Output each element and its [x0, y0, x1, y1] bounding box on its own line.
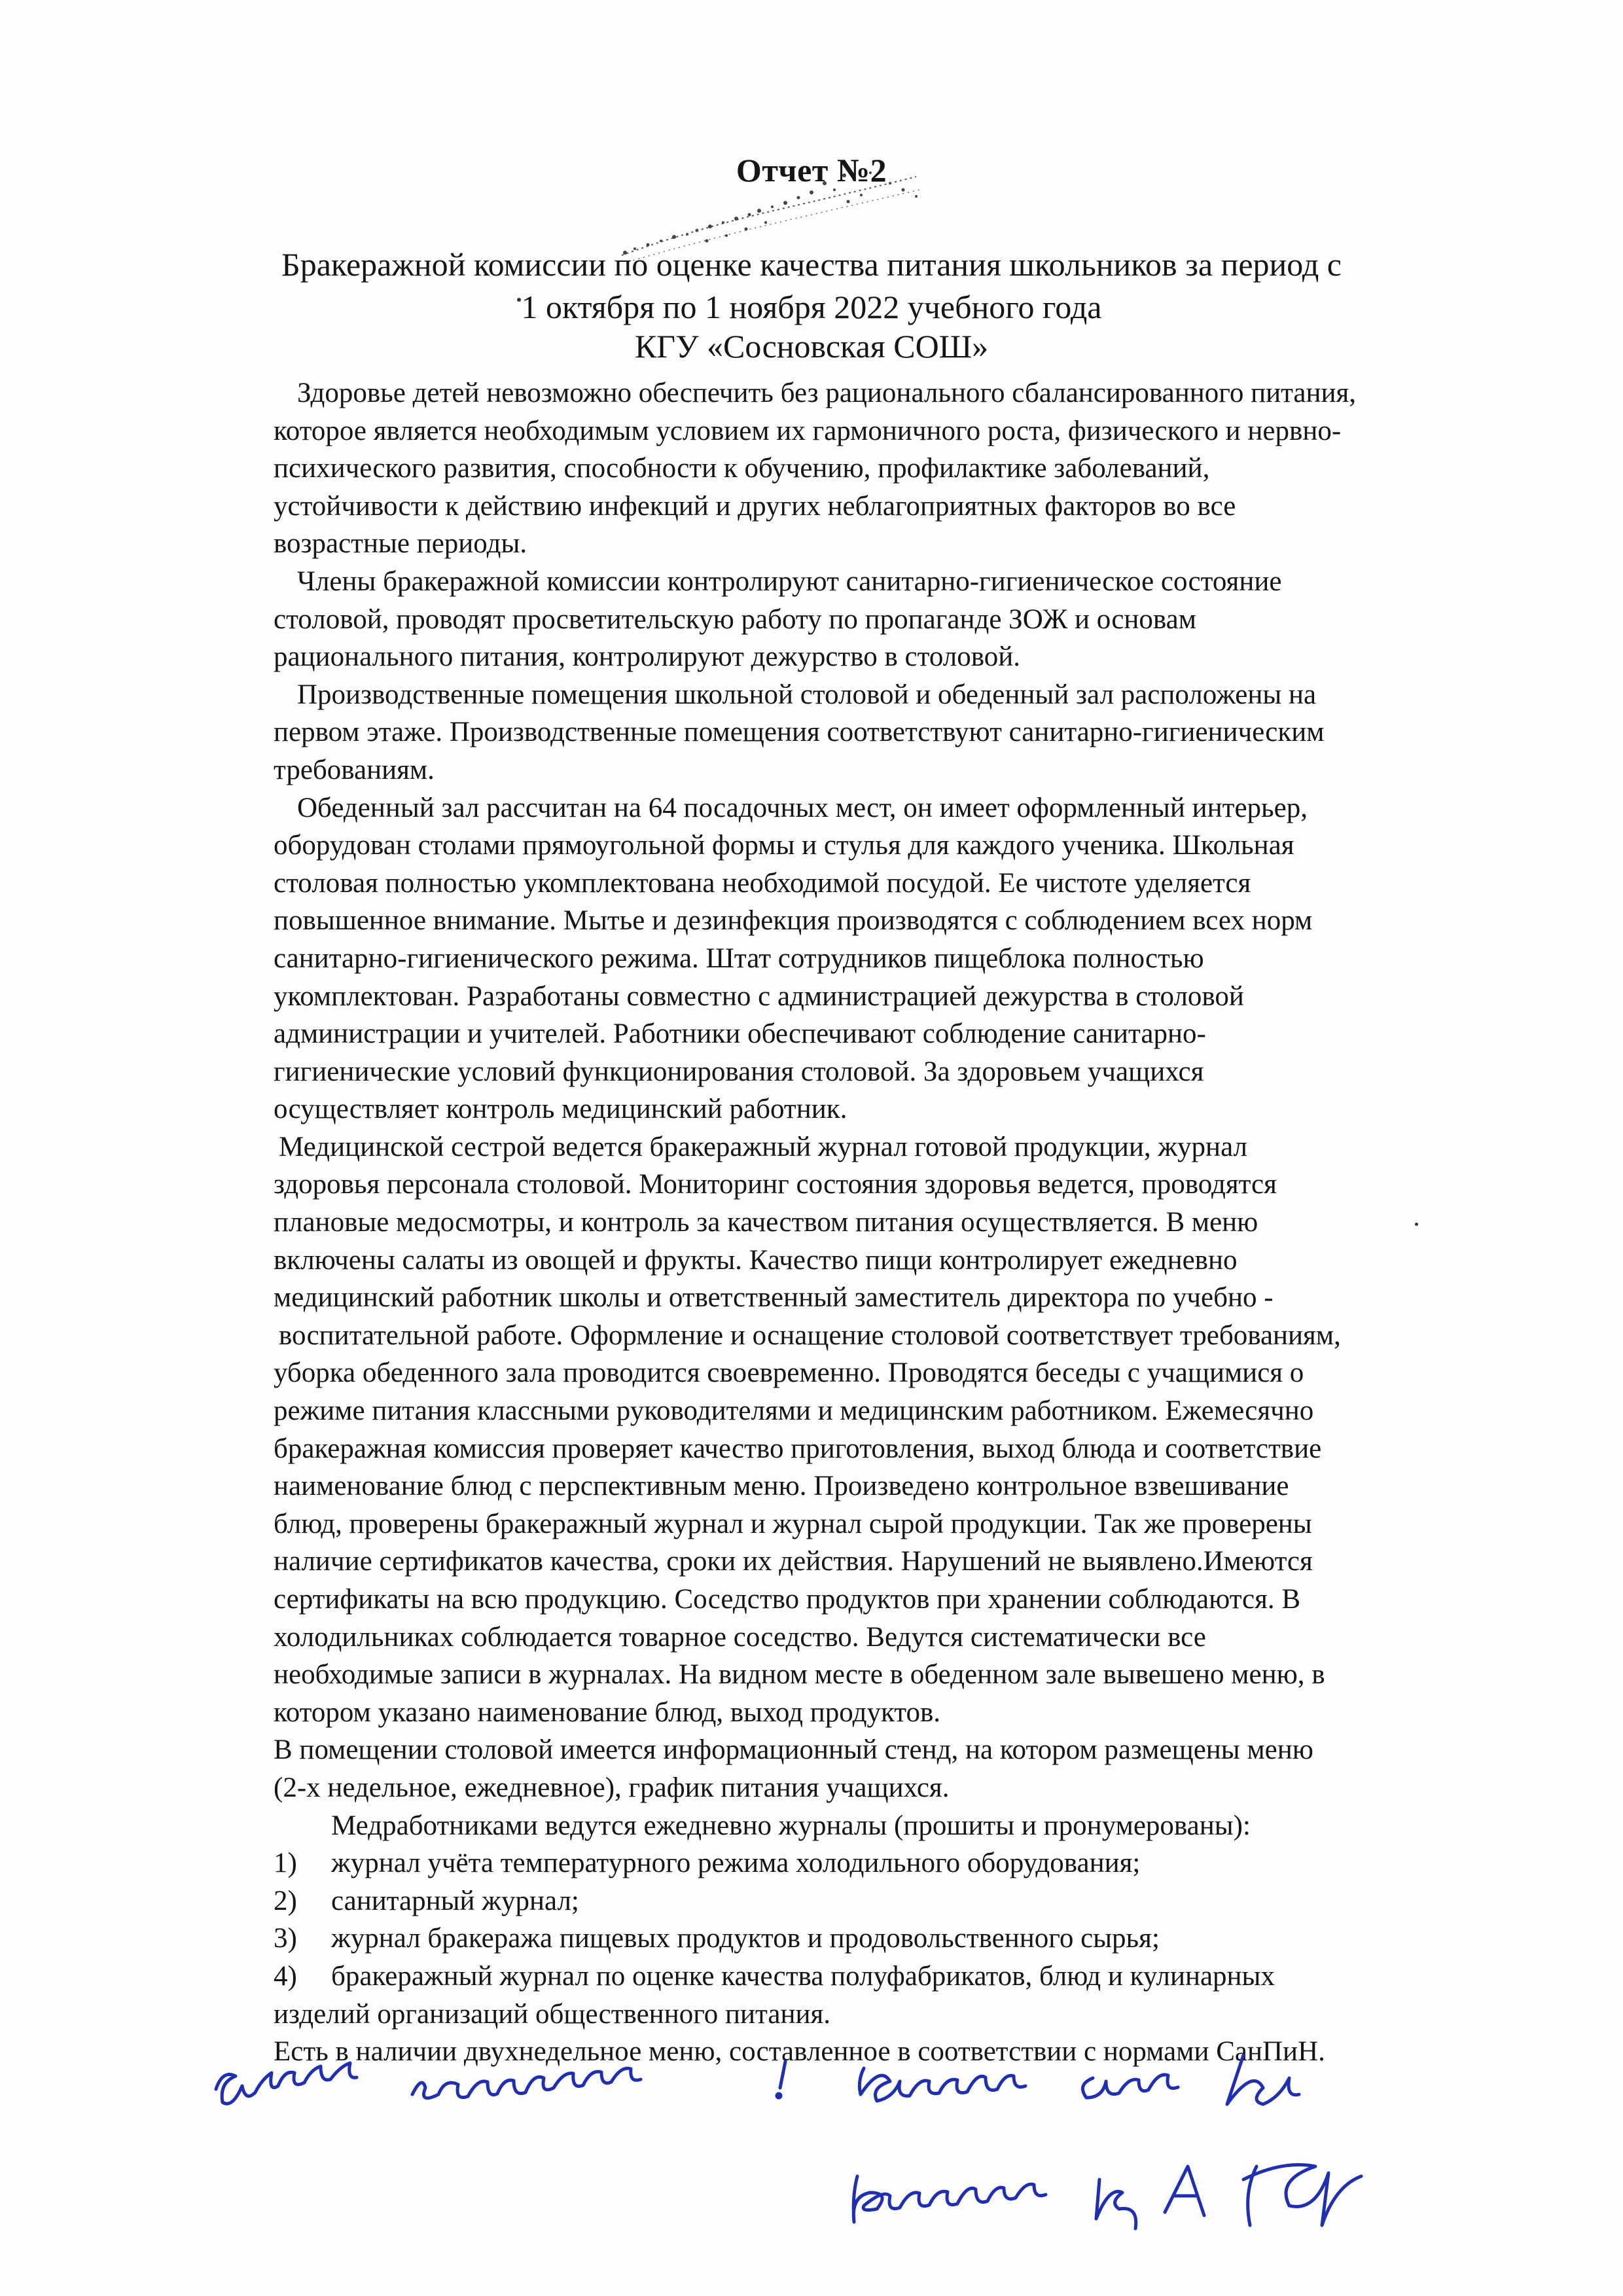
- signature-1: [859, 2055, 1299, 2104]
- text-line: уборка обеденного зала проводится своевременно. Проводятся беседы с учащимися о: [274, 1357, 1304, 1389]
- text-line: осуществляет контроль медицинский работник.: [274, 1094, 847, 1125]
- text-line: рационального питания, контролируют дежурство в столовой.: [274, 641, 1021, 673]
- text-line: плановые медосмотры, и контроль за качеством питания осуществляется. В меню: [274, 1207, 1258, 1238]
- text-line: Производственные помещения школьной столовой и обеденный зал расположены на: [297, 679, 1317, 710]
- text-line: В помещении столовой имеется информационный стенд, на котором размещены меню: [274, 1734, 1313, 1766]
- text-line: Медработниками ведутся ежедневно журналы (прошиты и пронумерованы):: [331, 1810, 1251, 1841]
- list-text: санитарный журнал;: [331, 1885, 579, 1916]
- signature-2: [853, 2165, 1361, 2229]
- paragraph: [274, 676, 1556, 789]
- heading-line: КГУ «Сосновская СОШ»: [634, 328, 989, 365]
- text-line: психического развития, способности к обучению, профилактике заболеваний,: [274, 453, 1210, 484]
- heading-line: 1 октября по 1 ноября 2022 учебного года: [521, 289, 1102, 325]
- list-text: журнал учёта температурного режима холодильного оборудования;: [331, 1848, 1141, 1879]
- text-line: укомплектован. Разработаны совместно с администрацией дежурства в столовой: [274, 980, 1244, 1012]
- list-number: 3): [274, 1923, 297, 1954]
- text-line: которое является необходимым условием их гармоничного роста, физического и нервно-: [274, 415, 1342, 446]
- paragraph: [274, 1807, 1556, 1845]
- paragraph: [274, 374, 1556, 563]
- text-line: администрации и учителей. Работники обеспечивают соблюдение санитарно-: [274, 1018, 1206, 1050]
- list-number: 2): [274, 1885, 297, 1916]
- list-text: журнал бракеража пищевых продуктов и продовольственного сырья;: [331, 1923, 1160, 1954]
- text-line: режиме питания классными руководителями и медицинским работником. Ежемесячно: [274, 1395, 1314, 1427]
- list-number: 1): [274, 1848, 297, 1879]
- paragraph: [274, 1731, 1556, 1806]
- text-line: сертификаты на всю продукцию. Соседство продуктов при хранении соблюдаются. В: [274, 1584, 1301, 1615]
- report-title: Отчет №2: [736, 152, 887, 188]
- report-body: [274, 374, 1556, 2071]
- text-line: наименование блюд с перспективным меню. Произведено контрольное взвешивание: [274, 1471, 1289, 1502]
- text-line: столовой, проводят просветительскую работу по пропаганде ЗОЖ и основам: [274, 603, 1196, 635]
- text-line: холодильниках соблюдается товарное соседство. Ведутся систематически все: [274, 1621, 1206, 1653]
- text-line: повышенное внимание. Мытье и дезинфекция производятся с соблюдением всех норм: [274, 905, 1313, 937]
- list-number: 4): [274, 1960, 297, 1992]
- text-line: Обеденный зал рассчитан на 64 посадочных мест, он имеет оформленный интерьер,: [297, 792, 1308, 823]
- paragraph: [274, 563, 1556, 676]
- text-line: возрастные периоды.: [274, 528, 527, 560]
- list-item: [274, 1882, 1556, 1920]
- text-line: включены салаты из овощей и фрукты. Качество пищи контролирует ежедневно: [274, 1244, 1238, 1276]
- text-line: санитарно-гигиенического режима. Штат сотрудников пищеблока полностью: [274, 942, 1204, 974]
- list-item: [274, 1958, 1556, 1996]
- text-line: здоровья персонала столовой. Мониторинг состояния здоровья ведется, проводятся: [274, 1169, 1277, 1200]
- heading-line: Бракеражной комиссии по оценке качества питания школьников за период с: [281, 246, 1342, 283]
- text-line: Здоровье детей невозможно обеспечить без рационального сбалансированного питания,: [297, 378, 1357, 408]
- signature-caption: [216, 2062, 785, 2104]
- text-line: бракеражная комиссия проверяет качество приготовления, выход блюда и соответствие: [274, 1433, 1322, 1464]
- paragraph: [274, 789, 1556, 1128]
- closing-line: Есть в наличии двухнедельное меню, составленное в соответствии с нормами СанПиН.: [274, 2036, 1325, 2068]
- text-line: воспитательной работе. Оформление и оснащение столовой соответствует требованиям,: [279, 1319, 1341, 1351]
- numbered-list: [274, 1844, 1556, 2033]
- text-line: первом этаже. Производственные помещения соответствуют санитарно-гигиеническим: [274, 717, 1325, 748]
- text-line: наличие сертификатов качества, сроки их действия. Нарушений не выявлено.Имеются: [274, 1546, 1313, 1577]
- text-line: оборудован столами прямоугольной формы и стулья для каждого ученика. Школьная: [274, 830, 1294, 861]
- text-line: Члены бракеражной комиссии контролируют санитарно-гигиеническое состояние: [297, 565, 1282, 597]
- text-line: гигиенические условий функционирования столовой. За здоровьем учащихся: [274, 1056, 1204, 1087]
- text-line: необходимые записи в журналах. На видном месте в обеденном зале вывешено меню, в: [274, 1659, 1325, 1691]
- text-line: требованиям.: [274, 754, 435, 785]
- list-item: [274, 1844, 1556, 1882]
- list-item: [274, 1920, 1556, 1958]
- text-line: медицинский работник школы и ответственный заместитель директора по учебно -: [274, 1282, 1274, 1314]
- text-line: котором указано наименование блюд, выход продуктов.: [274, 1696, 941, 1728]
- text-line: блюд, проверены бракеражный журнал и журнал сырой продукции. Так же проверены: [274, 1508, 1312, 1539]
- text-line: устойчивости к действию инфекций и других неблагоприятных факторов во все: [274, 490, 1236, 522]
- text-line: Медицинской сестрой ведется бракеражный журнал готовой продукции, журнал: [279, 1131, 1247, 1162]
- handwritten-signatures: [196, 2049, 1440, 2258]
- text-line: столовая полностью укомплектована необходимой посудой. Ее чистоте уделяется: [274, 867, 1251, 899]
- text-line: изделий организаций общественного питания.: [274, 1998, 830, 2030]
- list-text: бракеражный журнал по оценке качества полуфабрикатов, блюд и кулинарных: [331, 1960, 1275, 1992]
- text-line: (2-х недельное, ежедневное), график питания учащихся.: [274, 1772, 950, 1803]
- paragraph: [274, 1128, 1556, 1732]
